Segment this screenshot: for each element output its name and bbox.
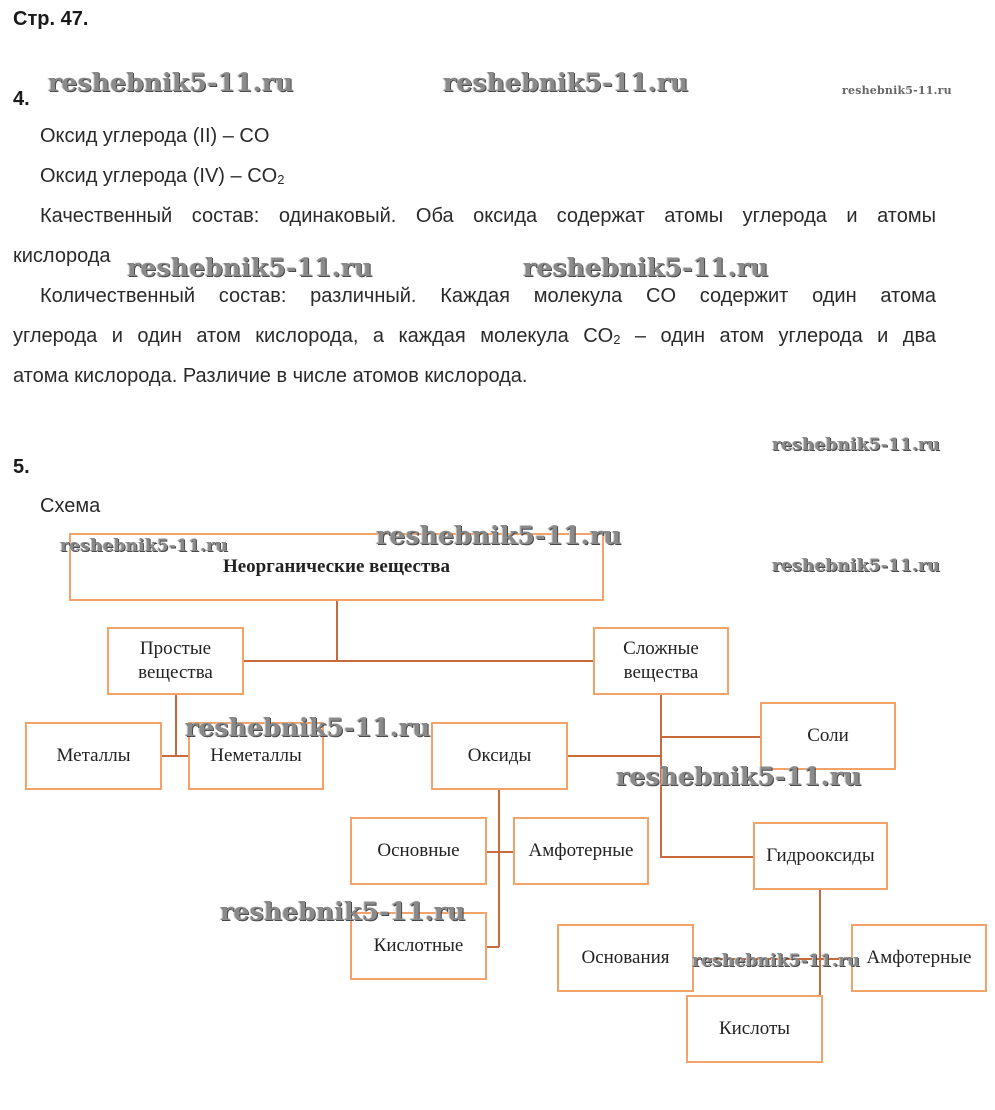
watermark: reshebnik5-11.ru xyxy=(220,897,466,926)
connector xyxy=(243,660,595,662)
connector xyxy=(819,888,821,998)
connector xyxy=(485,851,515,853)
watermark: reshebnik5-11.ru xyxy=(616,762,862,791)
box-root: Неорганические вещества xyxy=(69,533,604,601)
task4-quant-line2-sub: 2 xyxy=(613,332,621,347)
box-simple: Простые вещества xyxy=(107,627,244,695)
connector xyxy=(498,789,500,947)
task4-line2-text: Оксид углерода (IV) – CO xyxy=(40,165,278,187)
task4-quant-line2-a: углерода и один атом кислорода, а каждая молекула CO xyxy=(13,325,614,347)
box-complex: Сложные вещества xyxy=(593,627,729,695)
watermark: reshebnik5-11.ru xyxy=(443,68,689,97)
task4-qual-line1: Качественный состав: одинаковый. Оба оксида содержат атомы углерода и атомы xyxy=(40,205,936,227)
task4-line2-sub: 2 xyxy=(277,172,285,187)
box-basic: Основные xyxy=(350,817,487,885)
watermark: reshebnik5-11.ru xyxy=(842,84,952,97)
box-acids: Кислоты xyxy=(686,995,823,1063)
watermark: reshebnik5-11.ru xyxy=(60,536,228,556)
task4-number: 4. xyxy=(13,88,30,110)
box-bases: Основания xyxy=(557,924,694,992)
watermark: reshebnik5-11.ru xyxy=(523,253,769,282)
watermark: reshebnik5-11.ru xyxy=(48,68,294,97)
watermark: reshebnik5-11.ru xyxy=(127,253,373,282)
connector xyxy=(566,755,661,757)
box-acidic: Кислотные xyxy=(350,912,487,980)
box-nonmetals: Неметаллы xyxy=(188,722,324,790)
connector xyxy=(485,946,499,948)
box-oxides: Оксиды xyxy=(431,722,568,790)
watermark: reshebnik5-11.ru xyxy=(376,521,622,550)
box-hydroxides: Гидрооксиды xyxy=(753,822,888,890)
task4-quant-line3: атома кислорода. Различие в числе атомов кислорода. xyxy=(13,365,528,387)
box-metals: Металлы xyxy=(25,722,162,790)
watermark: reshebnik5-11.ru xyxy=(185,713,431,742)
task4-line2 xyxy=(40,156,284,200)
task4-line1: Оксид углерода (II) – CO xyxy=(40,125,270,147)
connector xyxy=(336,599,338,661)
task4-qual-line2: кислорода xyxy=(13,245,111,267)
page-label: Стр. 47. xyxy=(13,8,89,30)
watermark: reshebnik5-11.ru xyxy=(772,556,940,576)
watermark: reshebnik5-11.ru xyxy=(772,435,940,455)
box-amphoteric-hydroxides: Амфотерные xyxy=(851,924,987,992)
task4-quant-line1: Количественный состав: различный. Каждая молекула CO содержит один атома xyxy=(40,285,936,307)
connector xyxy=(160,755,190,757)
connector xyxy=(660,736,762,738)
task5-number: 5. xyxy=(13,456,30,478)
box-amphoteric-oxides: Амфотерные xyxy=(513,817,649,885)
connector xyxy=(660,856,755,858)
watermark: reshebnik5-11.ru xyxy=(692,951,860,971)
scheme-label: Схема xyxy=(40,495,101,517)
box-salts: Соли xyxy=(760,702,896,770)
task4-quant-line2 xyxy=(13,316,936,360)
connector xyxy=(175,694,177,756)
task4-quant-line2-b: – один атом углерода и два xyxy=(620,325,937,347)
